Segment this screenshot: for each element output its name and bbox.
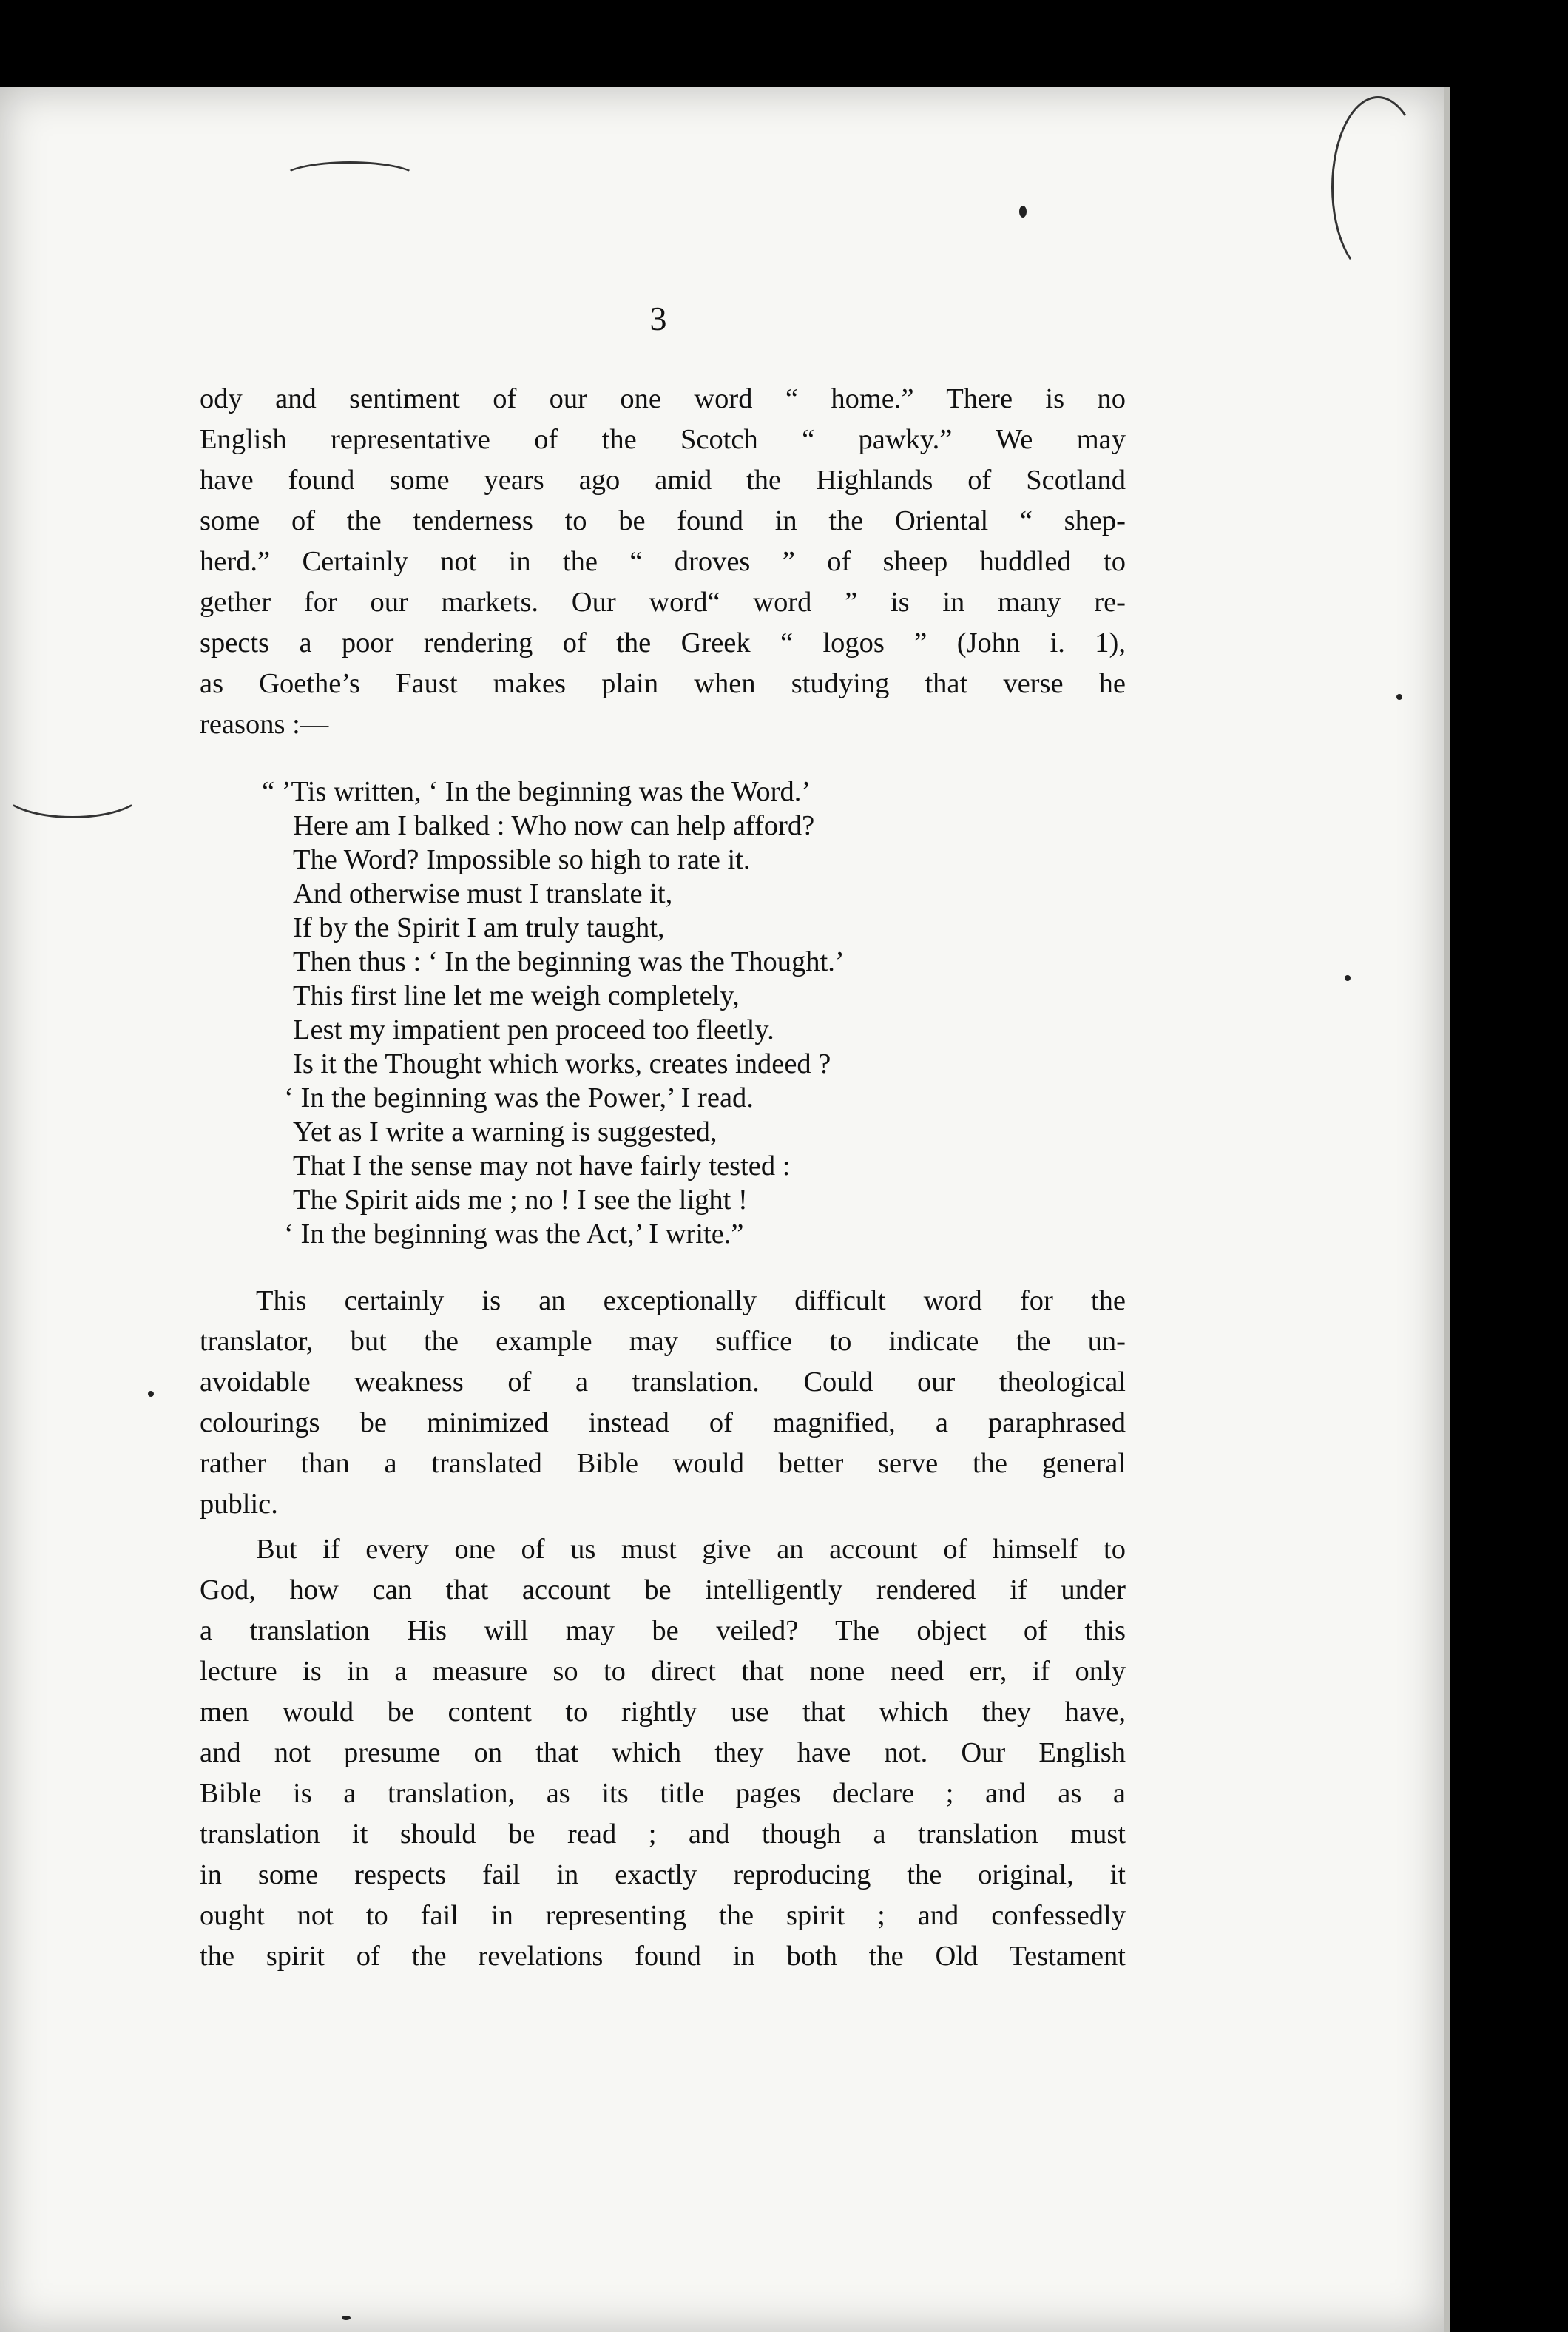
paragraph-3 — [200, 1529, 1126, 1977]
scan-speck — [1396, 694, 1402, 700]
text-line: ought not to fail in representing the spirit ; and confessedly — [200, 1900, 1126, 1931]
text-line: the spirit of the revelations found in both the Old Testament — [200, 1941, 1126, 1972]
poem-line: “ ’Tis written, ‘ In the beginning was the Word.’ — [262, 776, 811, 807]
text-line: rather than a translated Bible would better serve the general — [200, 1448, 1126, 1479]
text-line: and not presume on that which they have not. Our English — [200, 1737, 1126, 1768]
text-line: avoidable weakness of a translation. Could our theological — [200, 1366, 1126, 1398]
scan-speck — [1019, 206, 1027, 218]
text-line: have found some years ago amid the Highlands of Scotland — [200, 465, 1126, 496]
text-line: as Goethe’s Faust makes plain when studying that verse he — [200, 668, 1126, 699]
text-line: This certainly is an exceptionally difficult word for the — [256, 1285, 1126, 1316]
page-edge — [1444, 87, 1450, 2332]
poem-line: That I the sense may not have fairly tested : — [293, 1150, 791, 1182]
paragraph-2 — [200, 1281, 1126, 1525]
text-line: gether for our markets. Our word“ word ” is in many re- — [200, 587, 1126, 618]
text-line: a translation His will may be veiled? The object of this — [200, 1615, 1126, 1646]
text-line: God, how can that account be intelligently rendered if under — [200, 1574, 1126, 1605]
text-line: translation it should be read ; and though a translation must — [200, 1819, 1126, 1850]
poem-line: Yet as I write a warning is suggested, — [293, 1116, 717, 1148]
poem-line: The Spirit aids me ; no ! I see the light ! — [293, 1184, 748, 1216]
text-line: Bible is a translation, as its title pages declare ; and as a — [200, 1778, 1126, 1809]
poem-line: Here am I balked : Who now can help afford? — [293, 810, 815, 841]
scan-mark — [281, 161, 419, 195]
scan-mark — [0, 762, 145, 818]
text-line: translator, but the example may suffice to indicate the un- — [200, 1326, 1126, 1357]
text-line: herd.” Certainly not in the “ droves ” of sheep huddled to — [200, 546, 1126, 577]
poem-line: Is it the Thought which works, creates indeed ? — [293, 1048, 831, 1079]
page-number: 3 — [649, 300, 667, 337]
text-line: reasons :— — [200, 709, 329, 740]
text-line: But if every one of us must give an account of himself to — [256, 1534, 1126, 1565]
scan-speck — [1345, 975, 1351, 981]
poem-line: And otherwise must I translate it, — [293, 878, 673, 909]
text-line: English representative of the Scotch “ pawky.” We may — [200, 424, 1126, 455]
text-line: in some respects fail in exactly reproducing the original, it — [200, 1859, 1126, 1890]
poem-line: If by the Spirit I am truly taught, — [293, 912, 665, 943]
text-line: public. — [200, 1489, 278, 1520]
poem-line: Then thus : ‘ In the beginning was the Thought.’ — [293, 946, 845, 977]
poem-line: The Word? Impossible so high to rate it. — [293, 844, 751, 875]
poem-line: This first line let me weigh completely, — [293, 980, 740, 1011]
text-line: colourings be minimized instead of magnified, a paraphrased — [200, 1407, 1126, 1438]
text-line: some of the tenderness to be found in the Oriental “ shep- — [200, 505, 1126, 536]
text-line: ody and sentiment of our one word “ home.” There is no — [200, 383, 1126, 414]
text-line: men would be content to rightly use that which they have, — [200, 1696, 1126, 1728]
faust-quotation — [262, 775, 1126, 1251]
scan-speck — [148, 1391, 154, 1397]
poem-line: ‘ In the beginning was the Power,’ I read. — [284, 1082, 754, 1113]
paragraph-1 — [200, 379, 1126, 745]
scan-mark — [1331, 96, 1425, 278]
text-line: spects a poor rendering of the Greek “ logos ” (John i. 1), — [200, 627, 1126, 658]
scan-speck — [342, 2316, 351, 2320]
poem-line: ‘ In the beginning was the Act,’ I write.” — [284, 1219, 744, 1250]
page-body — [200, 379, 1126, 1977]
poem-line: Lest my impatient pen proceed too fleetly. — [293, 1014, 774, 1045]
text-line: lecture is in a measure so to direct that none need err, if only — [200, 1656, 1126, 1687]
